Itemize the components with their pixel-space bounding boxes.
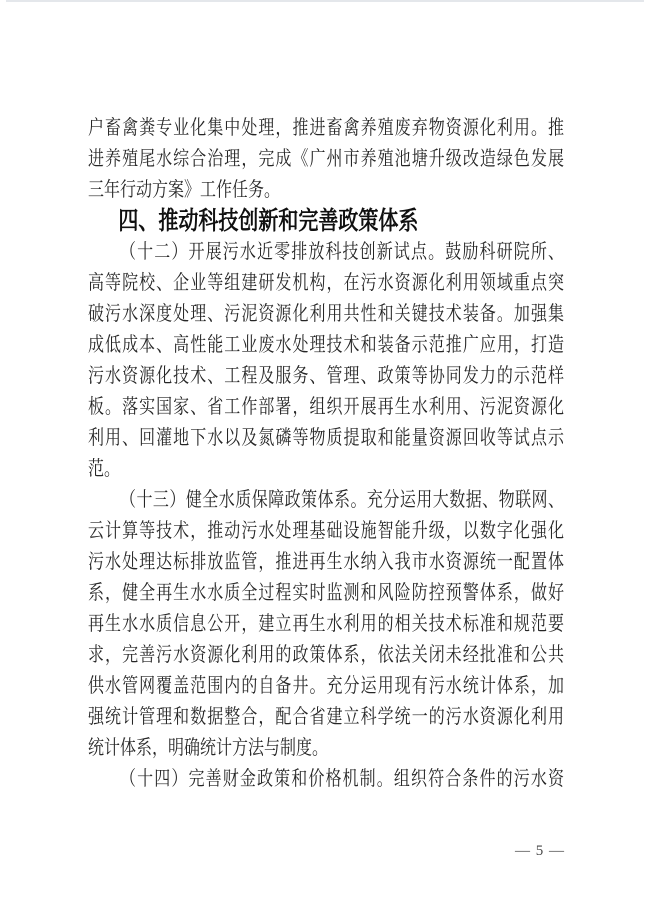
text-line: 强统计管理和数据整合，配合省建立科学统一的污水资源化利用 [88, 706, 564, 728]
text-line: 系，健全再生水水质全过程实时监测和风险防控预警体系，做好 [88, 582, 564, 604]
text-line: 破污水深度处理、污泥资源化利用共性和关键技术装备。加强集 [88, 303, 564, 325]
text-line: （十四）完善财金政策和价格机制。组织符合条件的污水资 [120, 768, 564, 790]
text-line: 范。 [88, 458, 120, 480]
text-line: 成低成本、高性能工业废水处理技术和装备示范推广应用，打造 [88, 334, 564, 356]
page-footer [0, 843, 565, 860]
text-line: 再生水水质信息公开，建立再生水利用的相关技术标准和规范要 [88, 613, 564, 635]
page-number: — 5 — [515, 843, 565, 859]
text-line: 利用、回灌地下水以及氮磷等物质提取和能量资源回收等试点示 [88, 427, 564, 449]
text-line: 求，完善污水资源化利用的政策体系，依法关闭未经批准和公共 [88, 644, 564, 666]
text-line: （十三）健全水质保障政策体系。充分运用大数据、物联网、 [120, 489, 564, 511]
text-line: 供水管网覆盖范围内的自备井。充分运用现有污水统计体系，加 [88, 675, 564, 697]
text-line: 三年行动方案》工作任务。 [88, 179, 280, 201]
text-line: 高等院校、企业等组建研发机构，在污水资源化利用领域重点突 [88, 272, 564, 294]
section-heading: 四、推动科技创新和完善政策体系 [118, 207, 419, 235]
text-line: 污水处理达标排放监管，推进再生水纳入我市水资源统一配置体 [88, 551, 564, 573]
document-body [88, 113, 564, 795]
text-line: 统计体系，明确统计方法与制度。 [88, 737, 328, 759]
text-line: 云计算等技术，推动污水处理基础设施智能升级，以数字化强化 [88, 520, 564, 542]
text-line: 板。落实国家、省工作部署，组织开展再生水利用、污泥资源化 [88, 396, 564, 418]
text-line: （十二）开展污水近零排放科技创新试点。鼓励科研院所、 [120, 241, 564, 263]
text-line: 户畜禽粪专业化集中处理，推进畜禽养殖废弃物资源化利用。推 [88, 117, 564, 139]
scan-edge-artifact [6, 0, 644, 2]
text-line: 污水资源化技术、工程及服务、管理、政策等协同发力的示范样 [88, 365, 564, 387]
text-line: 进养殖尾水综合治理，完成《广州市养殖池塘升级改造绿色发展 [88, 148, 564, 170]
